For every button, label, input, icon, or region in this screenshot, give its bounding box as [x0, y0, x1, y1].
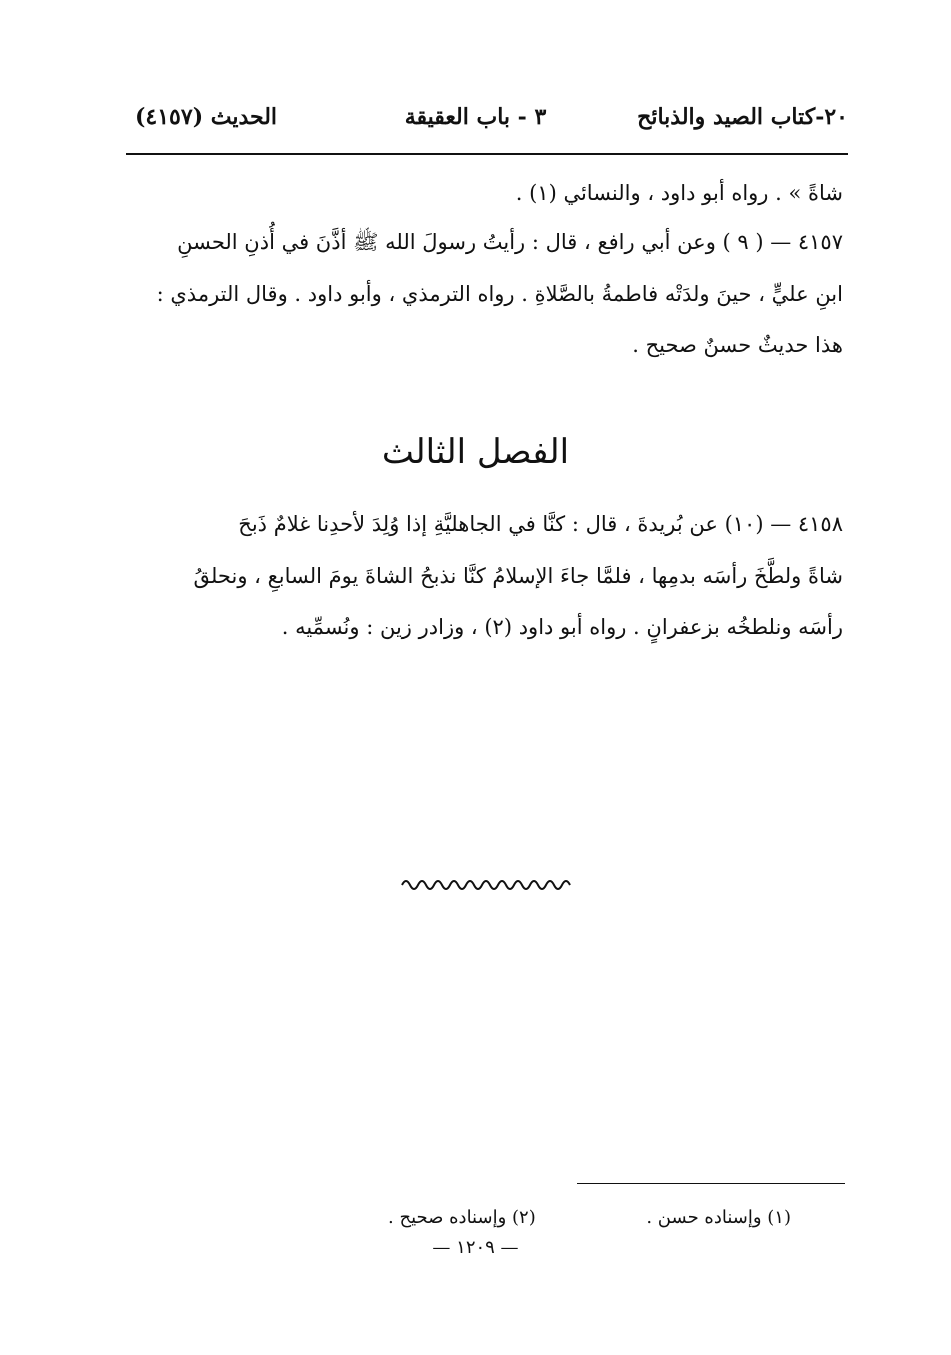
text-line: ابنِ عليٍّ ، حينَ ولدَتْه فاطمةُ بالصَّلاةِ . رواه الترمذي ، وأبو داود . وقال الترمذي :	[156, 282, 843, 306]
book-title-header: ٢٠-كتاب الصيد والذبائح	[637, 104, 848, 130]
hadith-number-header: الحديث (٤١٥٧)	[135, 104, 278, 130]
text-line: ٤١٥٨ — (١٠) عن بُريدةَ ، قال : كنَّا في الجاهليَّةِ إذا وُلِدَ لأحدِنا غلامٌ ذَبحَ	[238, 512, 843, 536]
text-line: رأسَه ونلطخُه بزعفرانٍ . رواه أبو داود (٢) ، وزادر زين : ونُسمِّيه .	[281, 615, 843, 639]
section-heading: الفصل الثالث	[381, 432, 570, 472]
page-number: — ١٢٠٩ —	[432, 1237, 519, 1258]
text-line: ٤١٥٧ — ( ٩ ) وعن أبي رافع ، قال : رأيتُ رسولَ الله ﷺ أذَّنَ في أُذنِ الحسنِ	[177, 230, 843, 254]
text-line: هذا حديثٌ حسنٌ صحيح .	[632, 333, 843, 357]
chapter-title-header: ٣ - باب العقيقة	[404, 104, 547, 130]
text-line: شاةً ولطَّخَ رأسَه بدمِها ، فلمَّا جاءَ الإسلامُ كنَّا نذبحُ الشاةَ يومَ السابعِ ، ونحلقُ	[193, 564, 843, 588]
footnote-2: (٢) وإسناده صحيح .	[388, 1207, 536, 1228]
header-rule	[126, 153, 848, 155]
text-line: شاةً » . رواه أبو داود ، والنسائي (١) .	[515, 181, 843, 205]
footnote-rule	[577, 1183, 845, 1184]
footnote-1: (١) وإسناده حسن .	[646, 1207, 791, 1228]
ornament-divider	[400, 873, 572, 895]
